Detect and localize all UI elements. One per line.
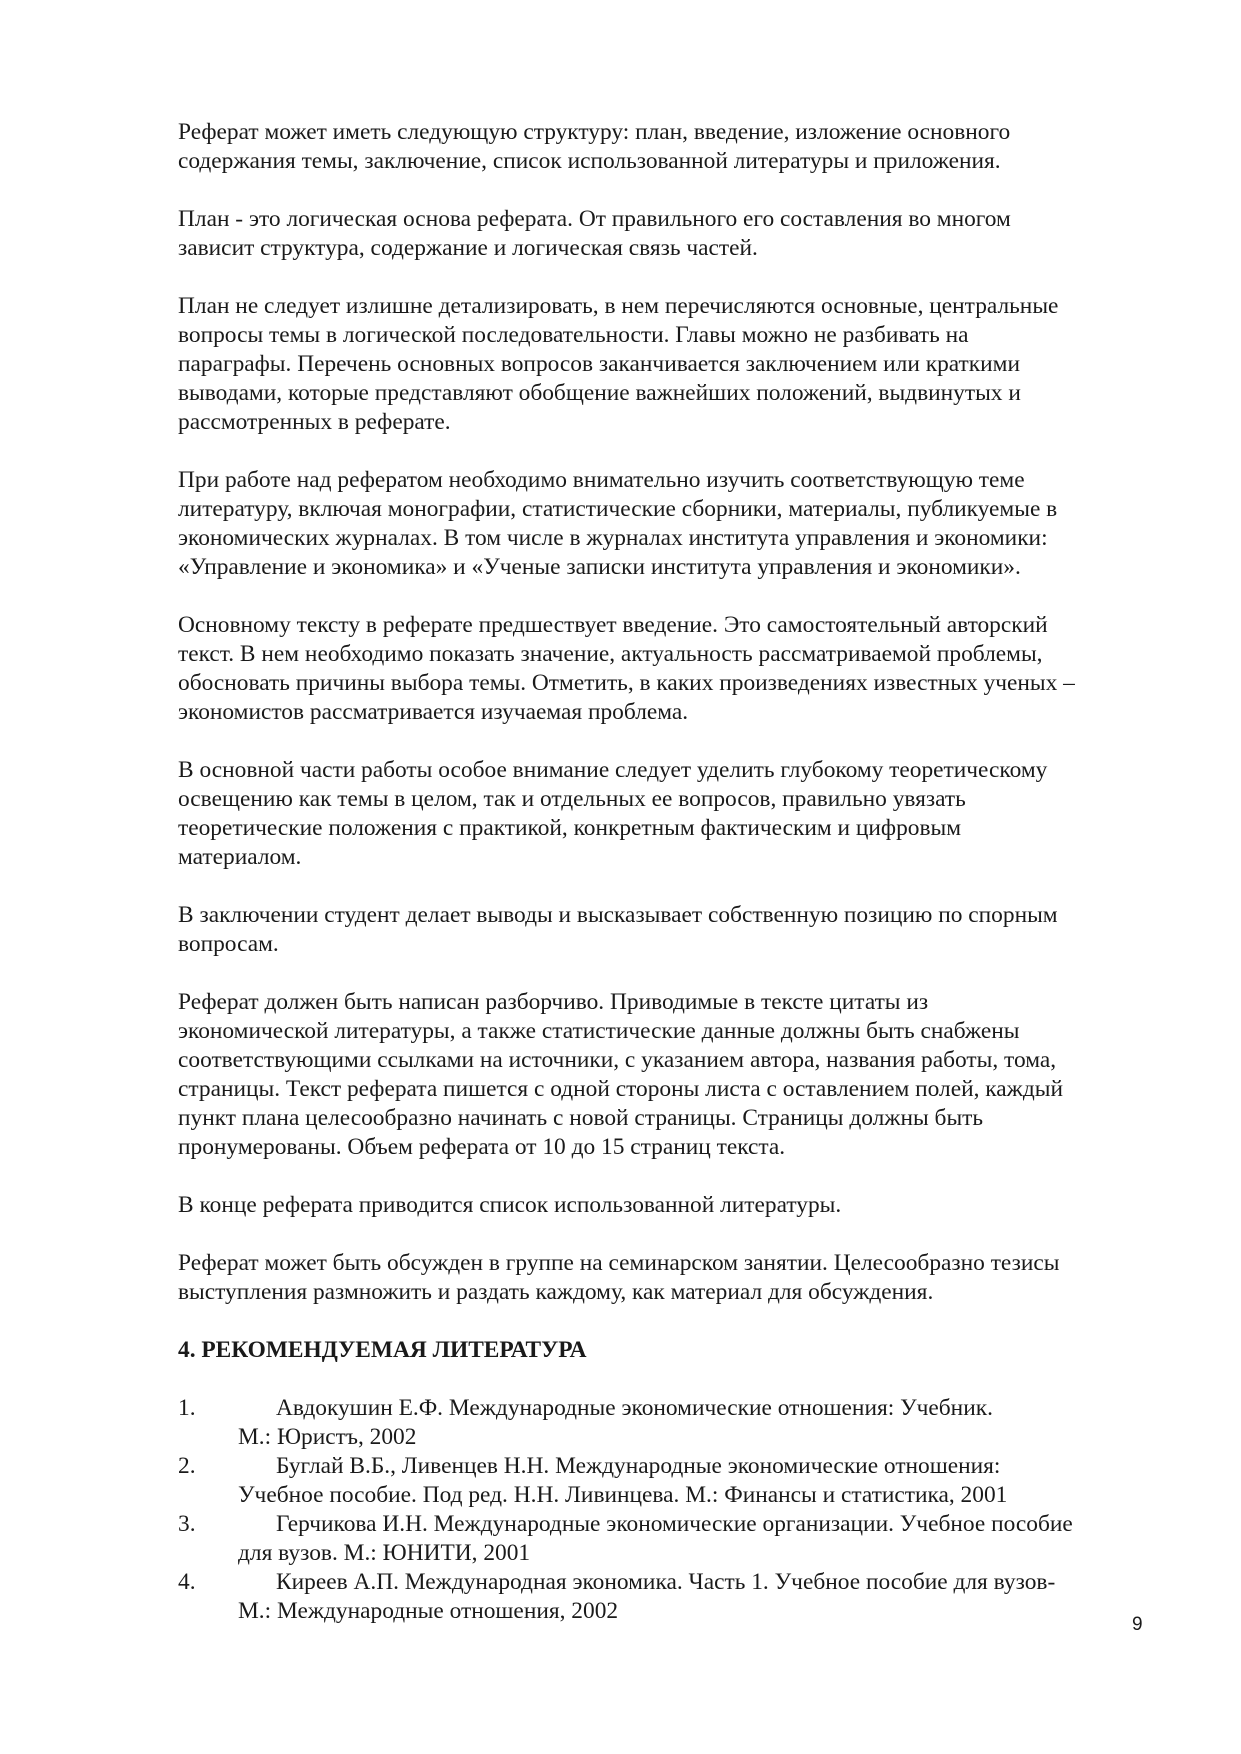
paragraph-literature-study: При работе над рефератом необходимо внимательно изучить соответствующую теме литературу, включая монографии, статистические сборники, материалы, публикуемые в экономических журналах. В том числе в журналах института управления и экономики: «Управление и экономика» и «Ученые записки института управления и экономики». [178,467,1058,580]
reference-text: Герчикова И.Н. Международные экономические организации. Учебное пособие [276,1511,1073,1537]
reference-continuation: Учебное пособие. Под ред. Н.Н. Ливинцева. М.: Финансы и статистика, 2001 [238,1482,1008,1508]
reference-item [178,1394,1146,1452]
paragraph-main-part: В основной части работы особое внимание следует уделить глубокому теоретическому освещению как темы в целом, так и отдельных ее вопросов, правильно увязать теоретические положения с практикой, конкретным фактическим и цифровым материалом. [178,757,1048,870]
reference-text: Буглай В.Б., Ливенцев Н.Н. Международные экономические отношения: [276,1453,1001,1479]
reference-list [178,1394,1146,1626]
reference-first-line [178,1510,1146,1539]
reference-continuation: М.: Юристъ, 2002 [238,1424,417,1450]
reference-number: 3. [178,1511,196,1537]
paragraph-discussion: Реферат может быть обсужден в группе на семинарском занятии. Целесообразно тезисы выступления размножить и раздать каждому, как материал для обсуждения. [178,1250,1060,1305]
reference-number: 2. [178,1453,196,1479]
paragraph-formatting: Реферат должен быть написан разборчиво. Приводимые в тексте цитаты из экономической литературы, а также статистические данные должны быть снабжены соответствующими ссылками на источники, с указанием автора, названия работы, тома, страницы. Текст реферата пишется с одной стороны листа с оставлением полей, каждый пункт плана целесообразно начинать с новой страницы. Страницы должны быть пронумерованы. Объем реферата от 10 до 15 страниц текста. [178,989,1063,1160]
paragraph-plan-details: План не следует излишне детализировать, в нем перечисляются основные, центральные вопросы темы в логической последовательности. Главы можно не разбивать на параграфы. Перечень основных вопросов заканчивается заключением или краткими выводами, которые представляют обобщение важнейших положений, выдвинутых и рассмотренных в реферате. [178,293,1059,435]
reference-item [178,1452,1146,1510]
page-number: 9 [1132,1614,1143,1635]
reference-continuation: М.: Международные отношения, 2002 [238,1598,619,1624]
paragraph-conclusion: В заключении студент делает выводы и высказывает собственную позицию по спорным вопросам. [178,902,1058,957]
reference-number: 1. [178,1395,196,1421]
paragraph-structure: Реферат может иметь следующую структуру: план, введение, изложение основного содержания темы, заключение, список использованной литературы и приложения. [178,119,1011,174]
section-heading: 4. РЕКОМЕНДУЕМАЯ ЛИТЕРАТУРА [178,1337,587,1363]
reference-first-line [178,1452,1146,1481]
reference-continuation: для вузов. М.: ЮНИТИ, 2001 [238,1540,531,1566]
reference-text: Авдокушин Е.Ф. Международные экономические отношения: Учебник. [276,1395,993,1421]
reference-number: 4. [178,1569,196,1595]
reference-first-line [178,1568,1146,1597]
paragraph-bibliography: В конце реферата приводится список использованной литературы. [178,1192,842,1218]
reference-item [178,1510,1146,1568]
reference-first-line [178,1394,1146,1423]
paragraph-introduction: Основному тексту в реферате предшествует введение. Это самостоятельный авторский текст. В нем необходимо показать значение, актуальность рассматриваемой проблемы, обосновать причины выбора темы. Отметить, в каких произведениях известных ученых – экономистов рассматривается изучаемая проблема. [178,612,1075,725]
page-content [178,118,1146,1626]
reference-item [178,1568,1146,1626]
paragraph-plan-definition: План - это логическая основа реферата. От правильного его составления во многом зависит структура, содержание и логическая связь частей. [178,206,1011,261]
reference-text: Киреев А.П. Международная экономика. Часть 1. Учебное пособие для вузов- [276,1569,1056,1595]
